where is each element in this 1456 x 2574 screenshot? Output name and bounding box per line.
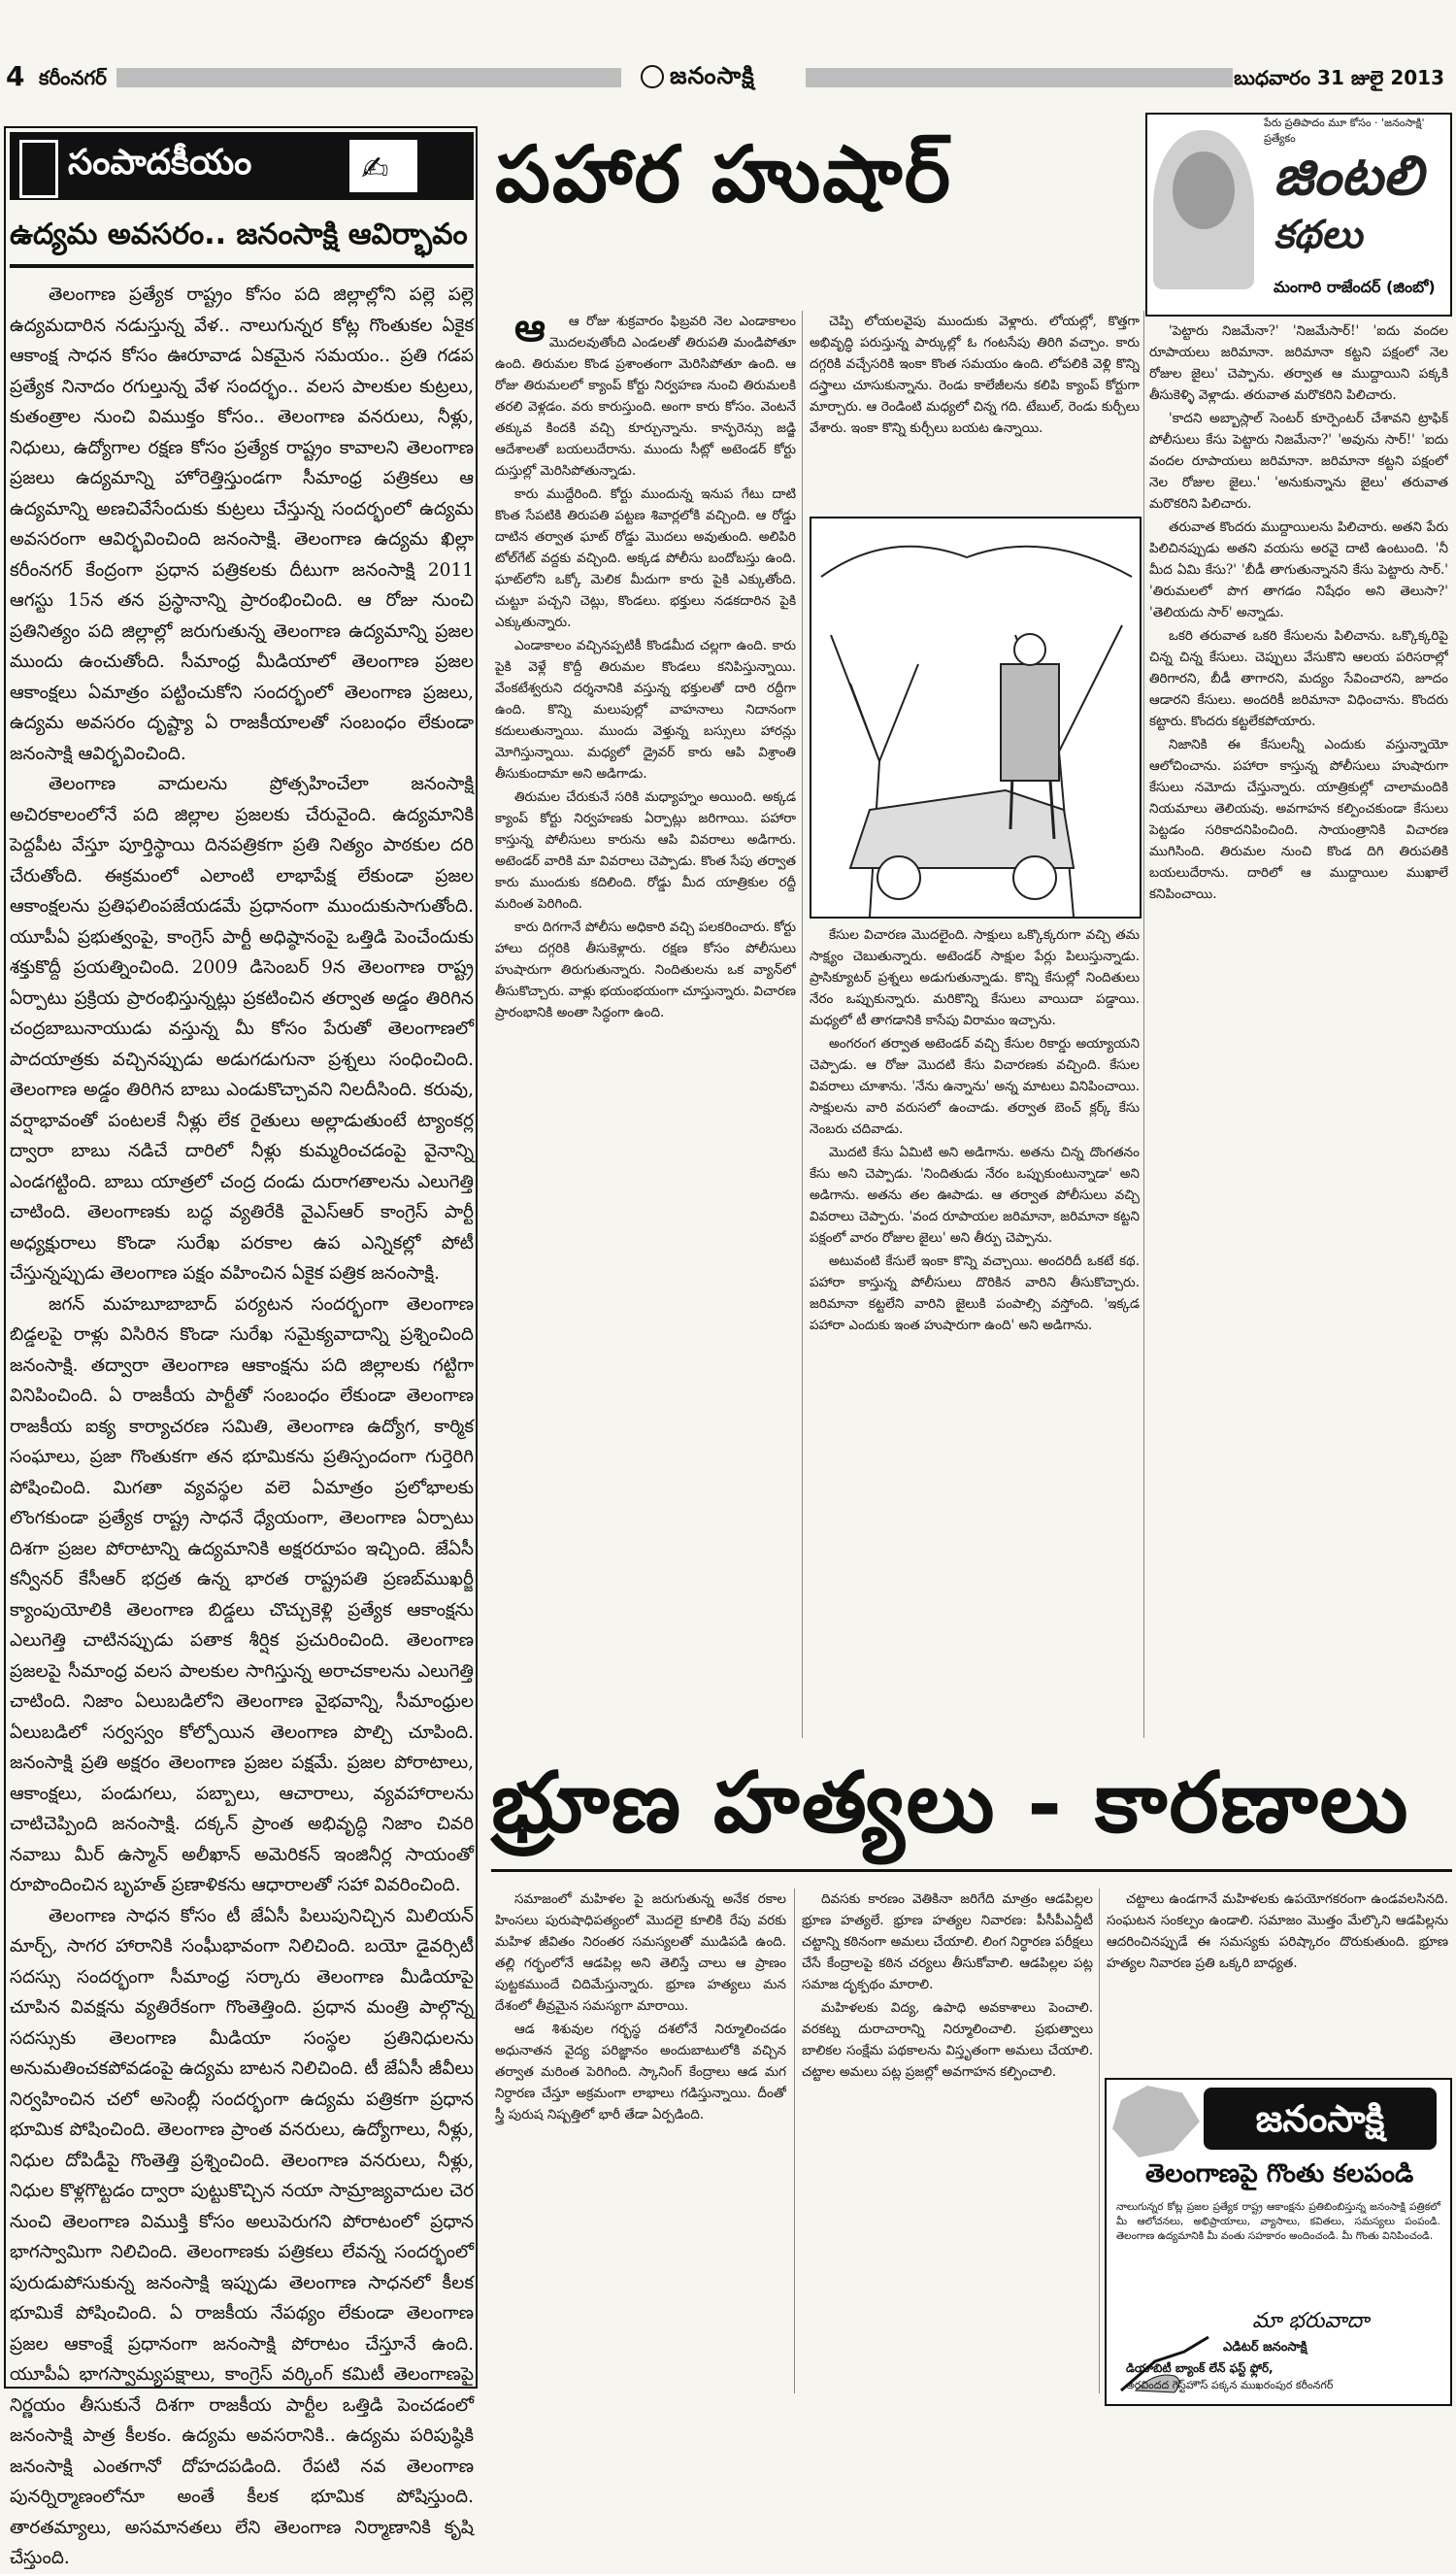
story2-column-2 [802,1889,1093,2393]
figure-coat [1001,664,1059,781]
story-paragraph: తిరుమల చేరుకునే సరికి మధ్యాహ్నం అయింది. అక్కడ క్యాంప్ కోర్టు నిర్వహణకు ఏర్పాట్లు జరిగాయి. పహారా కాస్తున్న పోలీసులు కారును ఆపి వివరాలు అడిగారు. అటెండర్ వారికి మా వివరాలు చెప్పాడు. కొంత సేపు తర్వాత కారు ముందుకు కదిలింది. రోడ్డు మీద యాత్రికుల రద్దీ మరింత పెరిగింది. [495,789,796,912]
editorial-title-rule [10,264,474,268]
story-paragraph: ఎండాకాలం వచ్చినప్పటికీ కొండమీద చల్లగా ఉంది. కారు పైకి వెళ్లే కొద్దీ తిరుమల కొండలు కనిపిస్తున్నాయి. వేంకటేశ్వరుని దర్శనానికి వస్తున్న భక్తులతో దారి రద్దీగా ఉంది. కొన్ని మలుపుల్లో వాహనాలు నిదానంగా కదులుతున్నాయి. ముందు వెళ్తున్న బస్సులు హారన్లు మోగిస్తున్నాయి. మధ్యలో డ్రైవర్ కారు ఆపి విశ్రాంతి తీసుకుందామా అని అడిగాడు. [495,638,796,782]
story-paragraph: ఆడ శిశువుల గర్భస్థ దశలోనే నిర్మూలించడం అధునాతన వైద్య పరిజ్ఞానం అందుబాటులోకి వచ్చిన తర్వాత మరింత పెరిగింది. స్కానింగ్ కేంద్రాలు ఆడ మగ నిర్ధారణ చేస్తూ అక్రమంగా లాభాలు గడిస్తున్నాయి. దీంతో స్త్రీ పురుష నిష్పత్తిలో భారీ తేడా ఏర్పడింది. [495,2022,786,2123]
figure-head [1014,634,1045,665]
story2-column-1 [495,1889,786,2393]
telangana-map-icon [1112,2086,1200,2157]
editorial-paragraph: తెలంగాణ వాదులను ప్రోత్సహించేలా జనంసాక్షి అచిరకాలంలోనే పది జిల్లాల ప్రజలకు చేరువైంది. ఉద్యమానికి పెద్దపీట వేస్తూ పూర్తిస్థాయి దినపత్రికగా ప్రతి నిత్యం పాఠకుల దరి చేరుతోంది. ఈక్రమంలో ఎలాంటి లాభాపేక్ష లేకుండా ప్రజల ఆకాంక్షలను ప్రతిఫలింపజేయడమే ప్రధానంగా ముందుకుసాగుతోంది. యూపీఏ ప్రభుత్వంపై, కాంగ్రెస్ పార్టీ అధిష్ఠానంపై ఒత్తిడి పెంచేందుకు శక్తుకొద్దీ ప్రయత్నించింది. 2009 డిసెంబర్ 9న తెలంగాణ రాష్ట్ర ఏర్పాటు ప్రక్రియ ప్రారంభిస్తున్నట్లు ప్రకటించిన తర్వాత అడ్డం తిరిగిన చంద్రబాబునాయుడు వస్తున్న మీ కోసం పేరుతో తెలంగాణలో పాదయాత్రకు వచ్చినప్పుడు అడుగడుగునా ప్రశ్నలు సంధించింది. తెలంగాణ అడ్డం తిరిగిన బాబు ఎండుకొచ్చావని నిలదీసింది. కరువు, వర్షాభావంతో పంటలకే నీళ్లు లేక రైతులు అల్లాడుతుంటే ట్యాంకర్ల ద్వారా బాబు నడిచే దారిలో నీళ్లు కుమ్మరించడంపై వైనాన్ని ఎండగట్టింది. బాబు యాత్రలో చంద్ర దండు దురాగతాలను ఎలుగెత్తి చాటింది. తెలంగాణకు బద్ధ వ్యతిరేకి వైఎస్ఆర్ కాంగ్రెస్ పార్టీ అధ్యక్షురాలు కొండా సురేఖ పరకాల ఉప ఎన్నికల్లో పోటీ చేస్తున్నప్పుడు తెలంగాణ పక్షం వహించిన ఏకైక పత్రిక జనంసాక్షి. [10,774,474,1284]
story-paragraph: కారు దిగగానే పోలీసు అధికారి వచ్చి పలకరించారు. కోర్టు హాలు దగ్గరికి తీసుకెళ్లారు. రక్షణ కోసం పోలీసులు హుషారుగా తిరుగుతున్నారు. నిందితులను ఒక వ్యాన్‌లో తీసుకొచ్చారు. వాళ్లు భయంభయంగా చూస్తున్నారు. విచారణ ప్రారంభానికి అంతా సిద్ధంగా ఉంది. [495,919,796,1020]
masthead-text: జనంసాక్షి [670,62,755,89]
editorial-body [10,280,474,2574]
story-column-1 [495,311,796,1738]
illustration-drawing [811,518,1140,917]
story-paragraph: దివసకు కారణం వెతికినా జరిగేది మాత్రం ఆడపిల్లల భ్రూణ హత్యలే. భ్రూణ హత్యల నివారణ: పీసీపీఎన్డీటీ చట్టాన్ని కఠినంగా అమలు చేయాలి. లింగ నిర్ధారణ పరీక్షలు చేసే కేంద్రాలపై కఠిన చర్యలు తీసుకోవాలి. ఆడపిల్లల పట్ల సమాజ దృక్పథం మారాలి. [802,1891,1093,1992]
story-paragraph: కేసుల విచారణ మొదలైంది. సాక్షులు ఒక్కొక్కరుగా వచ్చి తమ సాక్ష్యం చెబుతున్నారు. అటెండర్ సాక్షుల పేర్లు పిలుస్తున్నాడు. ప్రాసిక్యూటర్ ప్రశ్నలు అడుగుతున్నాడు. కొన్ని కేసుల్లో నిందితులు నేరం ఒప్పుకున్నారు. మరికొన్ని కేసులు వాయిదా పడ్డాయి. మధ్యలో టీ తాగడానికి కాసేపు విరామం ఇచ్చాను. [810,927,1140,1028]
editorial-paragraph: తెలంగాణ ప్రత్యేక రాష్ట్రం కోసం పది జిల్లాల్లోని పల్లె పల్లె ఉద్యమదారిన నడుస్తున్న వేళ.. నాలుగున్నర కోట్ల గొంతుకల ఏకైక ఆకాంక్ష సాధన కోసం ఊరూవాడ ఏకమైన సమయం.. ప్రతి గడప ప్రత్యేక నినాదం రగుల్తున్న వేళ సందర్భం.. వలస పాలకుల కుట్రలు, కుతంత్రాల నుంచి విముక్తం కోసం.. తెలంగాణ వనరులు, నీళ్లు, నిధులు, ఉద్యోగాల రక్షణ కోసం ప్రత్యేక రాష్ట్రం కావాలని తెలంగాణ ప్రజలు ఉద్యమాన్ని హోరెత్తిస్తుండగా సీమాంధ్ర పత్రికలు ఆ ఉద్యమాన్ని అణచివేసేందుకు కుట్రలు చేస్తున్న సందర్భంలో ఉద్యమ అవసరంగా ఆవిర్భవించింది జనంసాక్షి. తెలంగాణ ఉద్యమ ఖిల్లా కరీంనగర్ కేంద్రంగా ప్రధాన పత్రికలకు దీటుగా జనంసాక్షి 2011 ఆగస్టు 15న తన ప్రస్థానాన్ని ప్రారంభించింది. ఆ రోజు నుంచి ప్రతినిత్యం పది జిల్లాల్లో జరుగుతున్న తెలంగాణ ఉద్యమాన్ని ప్రజల ముందు ఉంచుతోంది. సీమాంధ్ర మీడియాలో తెలంగాణ ప్రజల ఆకాంక్షలు ఏమాత్రం పట్టించుకోని సందర్భంలో తెలంగాణ ప్రజలు, ఉద్యమ అవసరం దృష్ట్యా ఏ రాజకీయాలతో సంబంధం లేకుండా జనంసాక్షి ఆవిర్భవించింది. [10,284,474,764]
pen-icon: ✍ [361,150,389,188]
column-rule [794,1889,795,2393]
story2-column-3 [1107,1889,1448,2068]
second-headline: భ్రూణ హత్యలు - కారణాలు [491,1754,1410,1852]
editorial-column [10,128,474,2568]
ad-signature: మా భరువాదా [1252,2309,1370,2333]
story-illustration [810,517,1142,919]
columnist-photo [1153,130,1254,289]
columnist-name: మంగారి రాజేందర్ (జింబో) [1274,278,1436,296]
story-paragraph: అటువంటి కేసులే ఇంకా కొన్ని వచ్చాయి. అందరిదీ ఒకటే కథ. పహారా కాస్తున్న పోలీసులు దొరికిన వారిని తీసుకొచ్చారు. జరిమానా కట్టలేని వారిని జైలుకి పంపాల్సి వస్తోంది. 'ఇక్కడ పహారా ఎందుకు ఇంత హుషారుగా ఉంది' అని అడిగాను. [810,1254,1140,1333]
editorial-banner-box [19,140,58,198]
columnist-face [1173,151,1235,229]
story-paragraph: 'కాదని అబ్బాస్లాల్ సెంటర్ కూర్పెంటర్ చేశావని ట్రాఫిక్ పోలీసులు కేసు పెట్టారు నిజమేనా?' 'అవును సార్!' 'ఐదు వందల రూపాయలు జరిమానా. జరిమానా కట్టని పక్షంలో నెల రోజుల జైలు.' 'అనుకున్నాను జైలు' తరువాత మరొకరిని పిలిచారు. [1149,411,1448,512]
column-title-line1: జింటలి [1274,144,1423,208]
page-number: 4 [6,60,25,92]
story-paragraph-text: ఆ రోజు శుక్రవారం ఫిబ్రవరి నెల ఎండాకాలం మొదలవుతోంది ఎండలతో తిరుపతి మండిపోతూ ఉంది. తిరుమల కొండ ప్రశాంతంగా మెరిసిపోతూ ఉంది. ఆ రోజు తిరుమలలో క్యాంప్ కోర్టు నిర్వహణ నుంచి తిరుమలకి తరలి వెళ్లడం. వరు కారుస్తుంది. అంగా కారు కోసం. వెంటనే తక్కువ కిందకి వచ్చి కూర్చున్నాను. కాన్ఫరెన్సు జడ్జి ఆదేశాలతో బయలుదేరాను. ముందు సీట్లో అటెండర్ కోర్టు దుస్తుల్లో మెరిసిపోతున్నాడు. [495,314,796,479]
header-rule-left [116,68,621,87]
story-column-3 [1149,320,1448,1738]
drop-cap: ఆ [514,311,546,351]
car-wheel-rear [1013,856,1056,899]
main-headline: పహార హుషార్ [495,128,953,219]
page-header [0,60,1456,95]
editorial-title: ఉద్యమ అవసరం.. జనంసాక్షి ఆవిర్భావం [10,217,468,251]
column-title-line2: కథలు [1274,212,1363,257]
story-column-2-bottom [810,924,1140,1738]
column-rule [1143,311,1144,1738]
promo-ad [1105,2078,1452,2406]
editorial-banner-label: సంపాదకీయం [68,142,252,183]
story-paragraph: మొదటి కేసు ఏమిటి అని అడిగాను. అతను చిన్న దొంగతనం కేసు అని చెప్పాడు. 'నిందితుడు నేరం ఒప్పుకుంటున్నాడా' అని అడిగాను. అతను తల ఊపాడు. ఆ తర్వాత పోలీసులు వచ్చి వివరాలు చెప్పారు. 'వంద రూపాయల జరిమానా, జరిమానా కట్టని పక్షంలో వారం రోజుల జైలు' అని తీర్పు చెప్పాను. [810,1145,1140,1246]
section-name: కరీంనగర్ [39,66,107,89]
story-paragraph: తరువాత కొందరు ముద్దాయిలను పిలిచారు. అతని పేరు పిలిచినప్పుడు అతని వయసు అరవై దాటి ఉంటుంది. 'నీ మీద ఏమి కేసు?' 'బీడీ తాగుతున్నానని కేసు పెట్టారు సార్.' 'తిరుమలలో పొగ తాగడం నిషేధం అని తెలుసా?' 'తెలియదు సార్' అన్నాడు. [1149,519,1448,620]
story-paragraph: చెప్పి లోయలవైపు ముందుకు వెళ్లారు. లోయల్లో, కొత్తగా అభివృద్ధి పరుస్తున్న పార్కుల్లో ఓ గంటసేపు తిరిగి వచ్చాం. కారు దగ్గరికి వచ్చేసరికి ఇంకా కొంత సమయం ఉంది. లోపలికి వెళ్లి కొన్ని దస్త్రాలు చూసుకున్నాను. రెండు కాలేజీలను కలిపి క్యాంప్ కోర్టుగా మార్చారు. ఆ రెండింటి మధ్యలో చిన్న గది. టేబుల్, రెండు కుర్చీలు వేశారు. ఇంకా కొన్ని కుర్చీలు బయట ఉన్నాయి. [810,314,1140,436]
header-rule-right [806,68,1233,87]
editorial-banner [10,132,474,200]
tree-canopy [821,547,1132,577]
story-paragraph: అంగరంగ తర్వాత అటెండర్ వచ్చి కేసుల రికార్డు అయ్యాయని చెప్పాడు. ఆ రోజు మొదటి కేసు విచారణకు వచ్చింది. కేసుల వివరాలు చూశాను. 'నేను ఉన్నాను' అన్న మాటలు వినిపించాయి. సాక్షులను వారి వరుసలో ఉంచాడు. తర్వాత బెంచ్ క్లర్క్ కేసు నెంబరు చదివాడు. [810,1036,1140,1137]
masthead [641,62,755,95]
ad-slogan: తెలంగాణపై గొంతు కలపండి [1145,2159,1414,2189]
ad-body: నాలుగున్నర కోట్ల ప్రజల ప్రత్యేక రాష్ట్ర ఆకాంక్షను ప్రతిబింబిస్తున్న జనంసాక్షి పత్రికలో మీ ఆలోచనలు, అభిప్రాయాలు, వ్యాసాలు, కవితలు, సమస్యలు పంపండి. తెలంగాణ ఉద్యమానికి మీ వంతు సహకారం అందించండి. మీ గొంతు వినిపించండి. [1116,2201,1440,2242]
column-rule [802,311,803,1738]
story-paragraph: 'పెట్టారు నిజమేనా?' 'నిజమేసార్!' 'ఐదు వందల రూపాయలు జరిమానా. జరిమానా కట్టని పక్షంలో నెల రోజుల జైలు' చెప్పాను. తర్వాత ఆ ముద్దాయిని పక్కకి తీసుకెళ్ళి వెళ్లాడు. తరువాత మరొకరిని పిలిచారు. [1149,323,1448,403]
second-headline-rule [491,1869,1452,1872]
issue-date: బుధవారం 31 జులై 2013 [1234,66,1444,89]
ad-editor: ఎడిటర్ జనంసాక్షి [1223,2340,1307,2355]
story-paragraph: నిజానికి ఈ కేసులన్నీ ఎందుకు వస్తున్నాయో ఆలోచించాను. పహారా కాస్తున్న పోలీసులు హుషారుగా కేసులు నమోదు చేస్తున్నారు. యాత్రికుల్లో చాలామందికి నియమాలు తెలియవు. అవగాహన కల్పించకుండా కేసులు పెట్టడం సరికాదనిపించింది. సాయంత్రానికి విచారణ ముగిసింది. తిరుమల నుంచి కొండ దిగి తిరుపతికి బయలుదేరాను. దారిలో ఆ ముద్దాయిల ముఖాలే కనిపించాయి. [1149,737,1448,902]
story-paragraph: ఒకరి తరువాత ఒకరి కేసులను పిలిచాను. ఒక్కొక్కరిపై చిన్న చిన్న కేసులు. చెప్పులు వేసుకొని ఆలయ పరిసరాల్లో తిరిగారని, బీడీ తాగారని, మద్యం సేవించారని, జూదం ఆడారని కేసులు. అందరికీ జరిమానా విధించాను. కొందరు కట్టారు. కొందరు కట్టలేకపోయారు. [1149,628,1448,729]
ad-address-line1: డియాబిటీ బ్యాంక్ లేన్ ఫస్ట్ ఫ్లోర్, [1126,2361,1274,2375]
story-paragraph: మహిళలకు విద్య, ఉపాధి అవకాశాలు పెంచాలి. వరకట్న దురాచారాన్ని నిర్మూలించాలి. ప్రభుత్వాలు బాలికల సంక్షేమ పథకాలను విస్తృతంగా అమలు చేయాలి. చట్టాల అమలు పట్ల ప్రజల్లో అవగాహన కల్పించాలి. [802,2000,1093,2080]
story-paragraph: చట్టాలు ఉండగానే మహిళలకు ఉపయోగకరంగా ఉండవలసినది. సంఘటన సంకల్పం ఉండాలి. సమాజం మొత్తం మేల్కొని ఆడపిల్లను ఆదరించినప్పుడే ఈ సమస్యకు పరిష్కారం దొరుకుతుంది. భ్రూణ హత్యల నివారణ ప్రతి ఒక్కరి బాధ్యత. [1107,1891,1448,1971]
columnist-box [1145,113,1452,317]
story-paragraph [495,311,796,482]
ad-brand: జనంసాక్షి [1204,2088,1437,2150]
story-paragraph: కారు ముద్దేరింది. కోర్టు ముందున్న ఇనుప గేటు దాటి కొంత సేపటికి తిరుపతి పట్టణ శివార్లలోకి వచ్చింది. ఆ రోడ్డు దాటిన తర్వాత ఘాట్ రోడ్డు మొదలు అవుతుంది. అలిపిరి టోల్‌గేట్ వద్దకు వచ్చింది. అక్కడ పోలీసు బందోబస్తు ఉంది. ఘాట్‌లోని ఒక్కో మెలిక మీదుగా కారు పైకి ఎక్కుతోంది. చుట్టూ పచ్చని చెట్లు, కొండలు. భక్తులు నడకదారిన పైకి ఎక్కుతున్నారు. [495,486,796,630]
ad-address-line2: అరవిందద గెస్ట్‌హౌస్ పక్కన ముఖరంపుర కరీంనగర్ [1126,2379,1334,2391]
masthead-logo-icon [641,65,664,88]
car-wheel-front [877,856,920,899]
story-paragraph: సమాజంలో మహిళల పై జరుగుతున్న అనేక రకాల హింసలు పురుషాధిపత్యంలో మొదలై కూలికి రేపు వరకు మహిళ జీవితం నిరంతర సమస్యలతో ముడిపడి ఉంది. తల్లి గర్భంలోనే ఆడపిల్ల అని తెలిస్తే చాలు ఆ ప్రాణం పుట్టకముందే చిదిమేస్తున్నారు. భ్రూణ హత్యలు మన దేశంలో తీవ్రమైన సమస్యగా మారాయి. [495,1891,786,2014]
editorial-paragraph: జగన్ మహబూబాబాద్ పర్యటన సందర్భంగా తెలంగాణ బిడ్డలపై రాళ్లు విసిరిన కొండా సురేఖ సమైక్యవాదాన్ని ప్రశ్నించింది జనంసాక్షి. తద్వారా తెలంగాణ ఆకాంక్షను పది జిల్లాలకు గట్టిగా వినిపించింది. ఏ రాజకీయ పార్టీతో సంబంధం లేకుండా తెలంగాణ రాజకీయ ఐక్య కార్యాచరణ సమితి, తెలంగాణ ఉద్యోగ, కార్మిక సంఘాలు, ప్రజా గొంతుకగా తన భూమికను ప్రతిస్పందంగా గుర్తెరిగి పోషించింది. మిగతా వ్యవస్థల వలె ఏమాత్రం ప్రలోభాలకు లొంగకుండా ప్రత్యేక రాష్ట్ర సాధనే ధ్యేయంగా, తెలంగాణ ఏర్పాటు దిశగా ప్రజల పోరాటాన్ని ఉద్యమానికి అక్షరరూపం ఇచ్చింది. జేఏసీ కన్వీనర్ కేసీఆర్ భద్రత ఉన్న భారత రాష్ట్రపతి ప్రణబ్‌ముఖర్జీ క్యాంపుయోలికి తెలంగాణ బిడ్డలు చొచ్చుకెళ్లి ప్రత్యేక ఆకాంక్షను ఎలుగెత్తి చాటినప్పుడు పతాక శీర్షిక ప్రచురించింది. తెలంగాణ ప్రజలపై సీమాంధ్ర వలస పాలకుల సాగిస్తున్న అరాచకాలను ఎలుగెత్తి చాటింది. నిజాం ఏలుబడిలోని తెలంగాణ వైభవాన్ని, సీమాంధ్రుల ఏలుబడిలో సర్వస్వం కోల్పోయిన తెలంగాణ పొల్చి చూపింది. జనంసాక్షి ప్రతి అక్షరం తెలంగాణ ప్రజల పక్షమే. ప్రజల పోరాటాలు, ఆకాంక్షలు, పండుగలు, పబ్బాలు, ఆచారాలు, వ్యవహారాలను చాటిచెప్పింది జనంసాక్షి. దక్కన్ ప్రాంత అభివృద్ధి నిజాం చివరి నవాబు మీర్ ఉస్మాన్ అలీఖాన్ అమెరికన్ ఇంజినీర్ల సాయంతో రూపొందించిన బృహత్ ప్రణాళికను ఆధారాలతో సహా వివరించింది. [10,1293,474,1895]
editorial-paragraph: తెలంగాణ సాధన కోసం టీ జేఏసీ పిలుపునిచ్చిన మిలియన్ మార్చ్, సాగర హారానికి సంఘీభావంగా నిలిచింది. బయో డైవర్సిటీ సదస్సు సందర్భంగా సీమాంధ్ర సర్కారు తెలంగాణ మీడియాపై చూపిన వివక్షను వ్యతిరేకంగా గొంతెత్తింది. ప్రధాన మంత్రి పాల్గొన్న సదస్సుకు తెలంగాణ మీడియా సంస్థల ప్రతినిధులను అనుమతించకపోవడంపై ఉద్యమ బాటన నిలిచింది. టీ జేఏసీ జీవీలు నిర్వహించిన చలో అసెంబ్లీ సందర్భంగా ఉద్యమ పత్రికగా ప్రధాన భూమిక పోషించింది. తెలంగాణ ప్రాంత వనరులు, ఉద్యోగాలు, నీళ్లు, నిధుల దోపిడీపై గొంతెత్తి ప్రశ్నించింది. తెలంగాణ వనరులు, నీళ్లు, నిధుల కొళ్లగొట్టడం ద్వారా పుట్టుకొచ్చిన నయా సామ్రాజ్యవాదుల చెర నుంచి తెలంగాణ విముక్తి కోసం అలుపెరుగని పోరాటంలో ప్రధాన భాగస్వామిగా నిలిచింది. తెలంగాణకు పత్రికలు లేవన్న సందర్భంలో పురుడుపోసుకున్న జనంసాక్షి ఇప్పుడు తెలంగాణ సాధనలో కీలక భూమికే పోషించింది. ఏ రాజకీయ నేపథ్యం లేకుండా తెలంగాణ ప్రజల ఆకాంక్షే ప్రధానంగా జనంసాక్షి పోరాటం చేస్తూనే ఉంది. యూపీఏ భాగస్వామ్యపక్షాలు, కాంగ్రెస్ వర్కింగ్ కమిటీ తెలంగాణపై నిర్ణయం తీసుకునే దిశగా రాజకీయ పార్టీల ఒత్తిడి పెంచడంలో జనంసాక్షి పాత్ర కీలకం. ఉద్యమ అవసరానికి.. ఉద్యమ పరిపుష్ఠికి జనంసాక్షి ఎంతగానో దోహదపడింది. రేపటి నవ తెలంగాణ పునర్నిర్మాణంలోనూ అంతే కీలక భూమిక పోషిస్తుంది. తారతమ్యాలు, అసమానతలు లేని తెలంగాణ నిర్మాణానికి కృషి చేస్తుంది. [10,1905,474,2568]
column-rule [1099,1889,1100,2393]
columnist-tagline: పేరు ప్రతిపాదం మూ కోసం · 'జనంసాక్షి' ప్రత్యేకం [1264,117,1425,145]
story-column-2-top [810,311,1140,511]
